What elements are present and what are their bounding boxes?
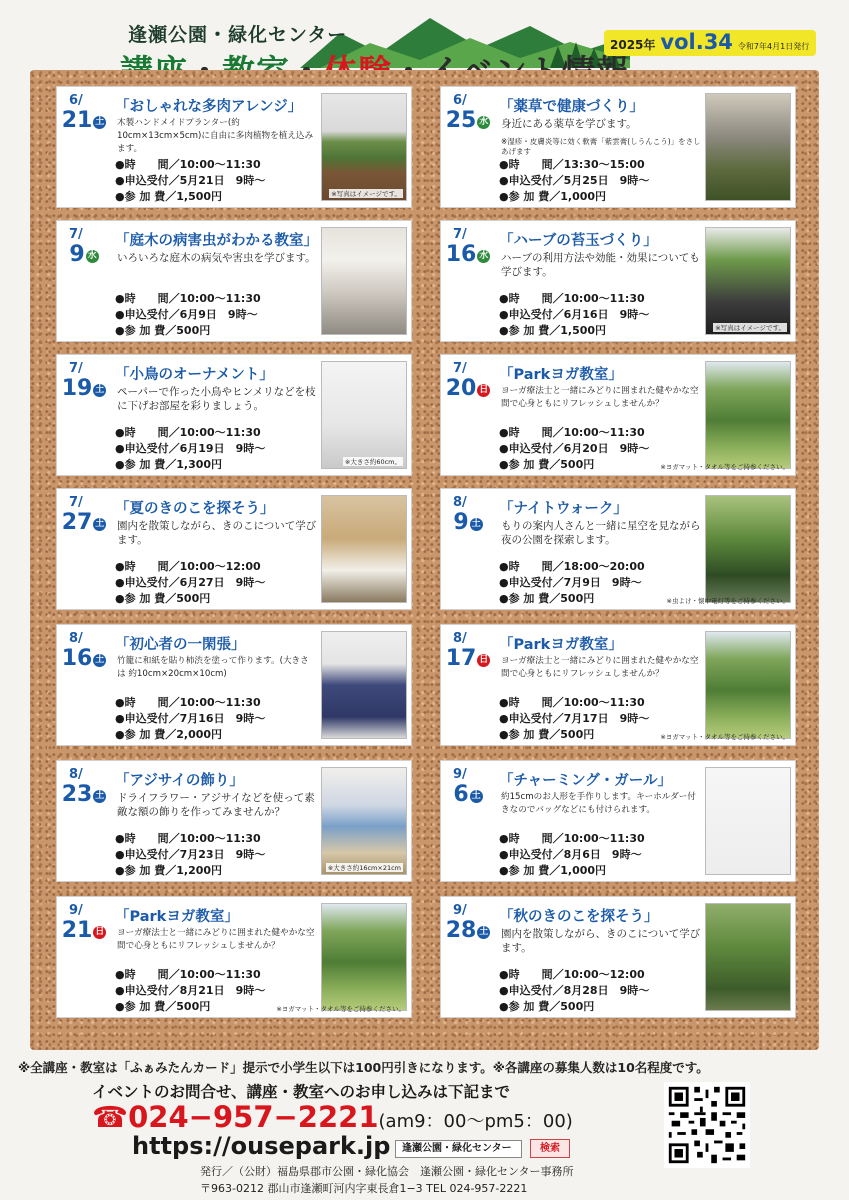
moss-ball-photo <box>705 227 791 335</box>
date-weekday: 水 <box>479 117 489 127</box>
date-badge <box>61 767 107 829</box>
event-title: 「薬草で健康づくり」 <box>499 99 644 115</box>
detail-row-apply <box>115 173 265 189</box>
detail-label: ●時 間／ <box>115 292 180 305</box>
detail-value: 10:00～11:30 <box>179 426 261 439</box>
detail-label: ●参 加 費／ <box>115 592 177 605</box>
detail-label: ●参 加 費／ <box>499 190 561 203</box>
detail-label: ●参 加 費／ <box>499 324 561 337</box>
date-badge <box>445 361 491 423</box>
detail-label: ●申込受付／ <box>499 308 564 321</box>
detail-row-fee <box>115 591 265 607</box>
date-weekday: 土 <box>95 519 105 529</box>
basket-photo <box>321 631 407 739</box>
detail-value: 10:00～12:00 <box>563 968 645 981</box>
date-weekday: 水 <box>87 251 97 261</box>
event-description: ヨーガ療法士と一緒にみどりに囲まれた健やかな空間で心身ともにリフレッシュしませんか？ <box>501 656 699 679</box>
event-details <box>499 967 649 1015</box>
detail-row-fee <box>115 457 265 473</box>
date-weekday: 日 <box>95 927 105 937</box>
event-card[interactable] <box>56 896 412 1018</box>
detail-row-time <box>115 967 265 983</box>
date-month: 7/ <box>69 495 83 510</box>
detail-label: ●申込受付／ <box>115 174 180 187</box>
date-badge <box>61 903 107 965</box>
detail-row-time <box>499 291 649 307</box>
park-trees-photo <box>705 631 791 739</box>
event-details <box>499 291 649 339</box>
event-details <box>115 157 265 205</box>
event-description: ヨーガ療法士と一緒にみどりに囲まれた健やかな空間で心身ともにリフレッシュしませんか？ <box>501 386 699 409</box>
date-badge <box>445 495 491 557</box>
date-month: 7/ <box>453 227 467 242</box>
detail-value: 500円 <box>560 1000 595 1013</box>
detail-row-apply <box>115 441 265 457</box>
event-card[interactable] <box>56 760 412 882</box>
date-month: 7/ <box>69 227 83 242</box>
doll-photo <box>705 767 791 875</box>
detail-row-fee <box>499 727 649 743</box>
event-details <box>115 425 265 473</box>
photo-caption: ※大きさ約16cm×21cm <box>327 864 401 872</box>
phone-number[interactable] <box>92 1100 573 1134</box>
detail-label: ●時 間／ <box>499 696 564 709</box>
detail-row-apply <box>115 711 265 727</box>
date-badge <box>61 495 107 557</box>
event-title: 「Parkヨガ教室」 <box>499 367 623 383</box>
event-details <box>499 157 649 205</box>
event-title: 「庭木の病害虫がわかる教室」 <box>115 233 318 249</box>
detail-label: ●申込受付／ <box>115 576 180 589</box>
detail-value: 1,500円 <box>176 190 223 203</box>
date-weekday: 土 <box>479 927 489 937</box>
search-input[interactable]: 逢瀬公園・緑化センター <box>395 1140 522 1158</box>
detail-row-time <box>499 425 649 441</box>
detail-row-apply <box>115 575 265 591</box>
detail-label: ●時 間／ <box>115 426 180 439</box>
event-details <box>499 559 645 607</box>
date-day: 28 <box>445 918 477 943</box>
event-details <box>115 967 265 1015</box>
phone-digits: 024−957−2221 <box>128 1100 379 1134</box>
detail-value: 7月9日 9時～ <box>563 576 642 589</box>
date-weekday: 土 <box>471 519 481 529</box>
event-details <box>115 695 265 743</box>
date-day: 16 <box>445 242 477 267</box>
detail-label: ●参 加 費／ <box>115 324 177 337</box>
address-text: 〒963-0212 郡山市逢瀬町河内字東長倉1−3 TEL 024-957-2221 <box>200 1182 528 1195</box>
detail-row-apply <box>115 307 261 323</box>
detail-label: ●申込受付／ <box>499 442 564 455</box>
date-badge <box>445 903 491 965</box>
detail-value: 500円 <box>176 324 211 337</box>
detail-value: 10:00～11:30 <box>179 832 261 845</box>
detail-label: ●時 間／ <box>499 426 564 439</box>
date-month: 8/ <box>453 495 467 510</box>
event-card[interactable] <box>56 220 412 342</box>
event-card[interactable] <box>440 624 796 746</box>
event-description: 園内を散策しながら、きのこについて学びます。 <box>501 928 701 954</box>
detail-label: ●参 加 費／ <box>499 728 561 741</box>
notice-text: ※全講座・教室は「ふぁみたんカード」提示で小学生以下は100円引きになります。※各講座の募集人数は10名程度です。 <box>18 1060 709 1075</box>
event-card[interactable] <box>440 220 796 342</box>
event-title: 「小鳥のオーナメント」 <box>115 367 274 383</box>
event-title: 「夏のきのこを探そう」 <box>115 501 275 517</box>
detail-label: ●申込受付／ <box>499 174 564 187</box>
event-description: ハーブの利用方法や効能・効果についても学びます。 <box>501 252 700 278</box>
detail-row-fee <box>499 863 645 879</box>
phone-hours: (am9：00〜pm5：00) <box>378 1111 573 1132</box>
detail-row-apply <box>115 983 265 999</box>
event-description: ヨーガ療法士と一緒にみどりに囲まれた健やかな空間で心身ともにリフレッシュしませんか？ <box>117 928 315 951</box>
date-badge <box>61 361 107 423</box>
volume-number: vol.34 <box>660 30 733 54</box>
date-month: 8/ <box>69 767 83 782</box>
detail-value: 8月28日 9時～ <box>563 984 650 997</box>
detail-row-time <box>115 559 265 575</box>
event-card[interactable] <box>440 896 796 1018</box>
mushroom-forest-photo <box>705 903 791 1011</box>
detail-label: ●時 間／ <box>115 158 180 171</box>
date-month: 6/ <box>69 93 83 108</box>
date-day: 23 <box>61 782 93 807</box>
event-details <box>115 559 265 607</box>
detail-row-apply <box>499 711 649 727</box>
detail-row-time <box>499 831 645 847</box>
detail-value: 6月9日 9時～ <box>179 308 258 321</box>
park-trees-photo <box>705 361 791 469</box>
date-weekday: 土 <box>471 791 481 801</box>
detail-row-fee <box>115 863 265 879</box>
date-month: 7/ <box>453 361 467 376</box>
detail-row-time <box>115 425 265 441</box>
detail-label: ●申込受付／ <box>115 308 180 321</box>
detail-label: ●時 間／ <box>499 158 564 171</box>
detail-value: 10:00～11:30 <box>563 426 645 439</box>
detail-value: 10:00～11:30 <box>563 292 645 305</box>
detail-value: 10:00～12:00 <box>179 560 261 573</box>
event-description: 身近にある薬草を学びます。 <box>501 118 637 130</box>
detail-row-apply <box>499 441 649 457</box>
detail-value: 10:00～11:30 <box>179 292 261 305</box>
date-day: 20 <box>445 376 477 401</box>
date-day: 6 <box>453 782 469 807</box>
detail-value: 500円 <box>560 458 595 471</box>
date-badge <box>445 93 491 155</box>
detail-label: ●申込受付／ <box>115 442 180 455</box>
detail-label: ●時 間／ <box>115 832 180 845</box>
event-title: 「Parkヨガ教室」 <box>115 909 239 925</box>
detail-value: 7月23日 9時～ <box>179 848 266 861</box>
detail-value: 13:30～15:00 <box>563 158 645 171</box>
detail-value: 8月21日 9時～ <box>179 984 266 997</box>
detail-row-time <box>499 695 649 711</box>
date-day: 19 <box>61 376 93 401</box>
event-card[interactable] <box>440 354 796 476</box>
detail-value: 1,000円 <box>560 864 607 877</box>
event-details <box>115 831 265 879</box>
detail-value: 2,000円 <box>176 728 223 741</box>
event-description: 約15cmのお人形を手作りします。キーホルダー付きなのでバッグなどにも付けられます。 <box>501 792 696 815</box>
event-note: ※湿疹・皮膚炎等に効く軟膏「紫雲膏(しうんこう)」をさしあげます <box>501 137 701 156</box>
event-description: ドライフラワー・アジサイなどを使って素敵な額の飾りを作ってみませんか？ <box>117 792 315 818</box>
date-day: 21 <box>61 918 93 943</box>
detail-row-time <box>499 157 649 173</box>
detail-label: ●参 加 費／ <box>499 458 561 471</box>
detail-label: ●申込受付／ <box>499 848 564 861</box>
detail-value: 10:00～11:30 <box>563 832 645 845</box>
date-badge <box>61 93 107 155</box>
date-day: 25 <box>445 108 477 133</box>
detail-row-time <box>115 831 265 847</box>
event-title: 「アジサイの飾り」 <box>115 773 244 789</box>
event-card[interactable] <box>56 86 412 208</box>
photo-caption: ※大きさ約60cm。 <box>344 458 401 466</box>
detail-value: 500円 <box>560 592 595 605</box>
detail-value: 8月6日 9時～ <box>563 848 642 861</box>
date-weekday: 土 <box>95 791 105 801</box>
detail-label: ●時 間／ <box>499 968 564 981</box>
detail-value: 10:00～11:30 <box>179 968 261 981</box>
event-description: 園内を散策しながら、きのこについて学びます。 <box>117 520 317 546</box>
detail-row-time <box>499 559 645 575</box>
detail-row-fee <box>499 591 645 607</box>
detail-row-apply <box>115 847 265 863</box>
volume-date: 令和7年4月1日発行 <box>737 42 810 51</box>
event-details <box>115 291 261 339</box>
org-title: 逢瀬公園・緑化センター <box>128 24 348 46</box>
event-card[interactable] <box>56 624 412 746</box>
park-trees-photo <box>321 903 407 1011</box>
detail-value: 1,200円 <box>176 864 223 877</box>
date-weekday: 日 <box>479 385 489 395</box>
bird-ornament-photo <box>321 361 407 469</box>
detail-row-time <box>115 291 261 307</box>
detail-row-time <box>115 157 265 173</box>
detail-label: ●時 間／ <box>499 292 564 305</box>
detail-value: 7月17日 9時～ <box>563 712 650 725</box>
detail-value: 500円 <box>176 1000 211 1013</box>
detail-row-fee <box>115 999 265 1015</box>
date-day: 21 <box>61 108 93 133</box>
succulent-photo <box>321 93 407 201</box>
date-day: 9 <box>453 510 469 535</box>
detail-label: ●時 間／ <box>115 968 180 981</box>
detail-value: 18:00～20:00 <box>563 560 645 573</box>
detail-label: ●申込受付／ <box>115 712 180 725</box>
date-weekday: 土 <box>95 385 105 395</box>
photo-caption: ※ヨガマット・タオル等をご持参ください。 <box>660 733 789 741</box>
detail-row-apply <box>499 173 649 189</box>
detail-row-fee <box>499 189 649 205</box>
detail-label: ●時 間／ <box>499 832 564 845</box>
date-month: 7/ <box>69 361 83 376</box>
date-weekday: 土 <box>95 117 105 127</box>
hydrangea-photo <box>321 767 407 875</box>
detail-value: 10:00～11:30 <box>563 696 645 709</box>
detail-label: ●申込受付／ <box>499 576 564 589</box>
mushroom-walk-photo <box>321 495 407 603</box>
detail-row-time <box>499 967 649 983</box>
detail-label: ●時 間／ <box>115 560 180 573</box>
detail-value: 7月16日 9時～ <box>179 712 266 725</box>
date-weekday: 日 <box>479 655 489 665</box>
detail-row-fee <box>499 323 649 339</box>
detail-value: 1,000円 <box>560 190 607 203</box>
photo-caption: ※ヨガマット・タオル等をご持参ください。 <box>660 463 789 471</box>
detail-label: ●参 加 費／ <box>499 864 561 877</box>
date-badge <box>61 631 107 693</box>
detail-label: ●参 加 費／ <box>499 1000 561 1013</box>
detail-value: 10:00～11:30 <box>179 696 261 709</box>
event-description: いろいろな庭木の病気や害虫を学びます。 <box>117 252 316 264</box>
detail-row-time <box>115 695 265 711</box>
photo-caption: ※写真はイメージです。 <box>331 190 401 198</box>
event-details <box>499 695 649 743</box>
event-description: ペーパーで作った小鳥やヒンメリなどを枝に下げお部屋を彩りましょう。 <box>117 386 316 412</box>
detail-label: ●申込受付／ <box>115 984 180 997</box>
event-card[interactable] <box>56 354 412 476</box>
photo-caption: ※ヨガマット・タオル等をご持参ください。 <box>276 1005 405 1013</box>
detail-label: ●参 加 費／ <box>115 190 177 203</box>
date-month: 8/ <box>69 631 83 646</box>
detail-value: 1,300円 <box>176 458 223 471</box>
date-badge <box>445 227 491 289</box>
date-weekday: 水 <box>479 251 489 261</box>
event-card[interactable] <box>440 488 796 610</box>
event-title: 「ナイトウォーク」 <box>499 501 628 517</box>
date-month: 9/ <box>453 767 467 782</box>
date-badge <box>61 227 107 289</box>
event-title: 「初心者の一閑張」 <box>115 637 246 653</box>
event-card[interactable] <box>56 488 412 610</box>
date-day: 9 <box>69 242 85 267</box>
detail-label: ●申込受付／ <box>499 984 564 997</box>
detail-value: 6月19日 9時～ <box>179 442 266 455</box>
event-title: 「秋のきのこを探そう」 <box>499 909 659 925</box>
detail-row-fee <box>115 727 265 743</box>
detail-label: ●参 加 費／ <box>115 728 177 741</box>
detail-value: 1,500円 <box>560 324 607 337</box>
detail-row-apply <box>499 575 645 591</box>
event-title: 「おしゃれな多肉アレンジ」 <box>115 99 303 115</box>
event-card[interactable] <box>440 86 796 208</box>
detail-row-apply <box>499 847 645 863</box>
publisher-text: 発行／（公財）福島県郡市公園・緑化協会 逢瀬公園・緑化センター事務所 <box>200 1165 574 1178</box>
search-button[interactable]: 検索 <box>530 1139 570 1158</box>
detail-value: 6月16日 9時～ <box>563 308 650 321</box>
detail-value: 6月27日 9時～ <box>179 576 266 589</box>
detail-value: 5月21日 9時～ <box>179 174 266 187</box>
event-description: 木製ハンドメイドプランター(約10cm×13cm×5cm)に自由に多肉植物を植え込みます。 <box>117 118 314 154</box>
event-description: もりの案内人さんと一緒に星空を見ながら夜の公園を探索します。 <box>501 520 701 546</box>
date-day: 16 <box>61 646 93 671</box>
event-title: 「ハーブの苔玉づくり」 <box>499 233 658 249</box>
detail-value: 6月20日 9時～ <box>563 442 650 455</box>
detail-row-fee <box>499 999 649 1015</box>
detail-label: ●参 加 費／ <box>115 864 177 877</box>
detail-value: 10:00～11:30 <box>179 158 261 171</box>
detail-label: ●申込受付／ <box>115 848 180 861</box>
date-badge <box>445 631 491 693</box>
date-weekday: 土 <box>95 655 105 665</box>
detail-label: ●参 加 費／ <box>115 1000 177 1013</box>
photo-caption: ※虫よけ・懐中電灯等をご持参ください。 <box>666 597 789 605</box>
detail-value: 5月25日 9時～ <box>563 174 650 187</box>
detail-label: ●時 間／ <box>115 696 180 709</box>
event-description: 竹籠に和紙を貼り柿渋を塗って作ります。(大きさは 約10cm×20cm×10cm) <box>117 656 309 679</box>
detail-row-fee <box>115 189 265 205</box>
herb-photo <box>705 93 791 201</box>
detail-label: ●申込受付／ <box>499 712 564 725</box>
detail-row-fee <box>115 323 261 339</box>
qr-code-icon[interactable] <box>664 1082 750 1168</box>
event-details <box>499 831 645 879</box>
date-badge <box>445 767 491 829</box>
date-month: 9/ <box>69 903 83 918</box>
date-day: 27 <box>61 510 93 535</box>
lecture-photo <box>321 227 407 335</box>
phone-icon: ☎ <box>92 1100 129 1134</box>
event-card[interactable] <box>440 760 796 882</box>
date-month: 8/ <box>453 631 467 646</box>
detail-label: ●時 間／ <box>499 560 564 573</box>
detail-label: ●参 加 費／ <box>499 592 561 605</box>
date-month: 6/ <box>453 93 467 108</box>
website-link[interactable]: https://ousepark.jp <box>132 1132 391 1160</box>
contact-heading: イベントのお問合せ、講座・教室へのお申し込みは下記まで <box>92 1083 511 1101</box>
detail-value: 500円 <box>176 592 211 605</box>
date-day: 17 <box>445 646 477 671</box>
detail-value: 500円 <box>560 728 595 741</box>
detail-row-apply <box>499 983 649 999</box>
detail-label: ●参 加 費／ <box>115 458 177 471</box>
event-details <box>499 425 649 473</box>
volume-year: 2025年 <box>610 38 656 52</box>
volume-badge <box>604 30 816 56</box>
photo-caption: ※写真はイメージです。 <box>715 324 785 332</box>
event-title: 「チャーミング・ガール」 <box>499 773 672 789</box>
night-forest-photo <box>705 495 791 603</box>
event-title: 「Parkヨガ教室」 <box>499 637 623 653</box>
date-month: 9/ <box>453 903 467 918</box>
detail-row-fee <box>499 457 649 473</box>
detail-row-apply <box>499 307 649 323</box>
